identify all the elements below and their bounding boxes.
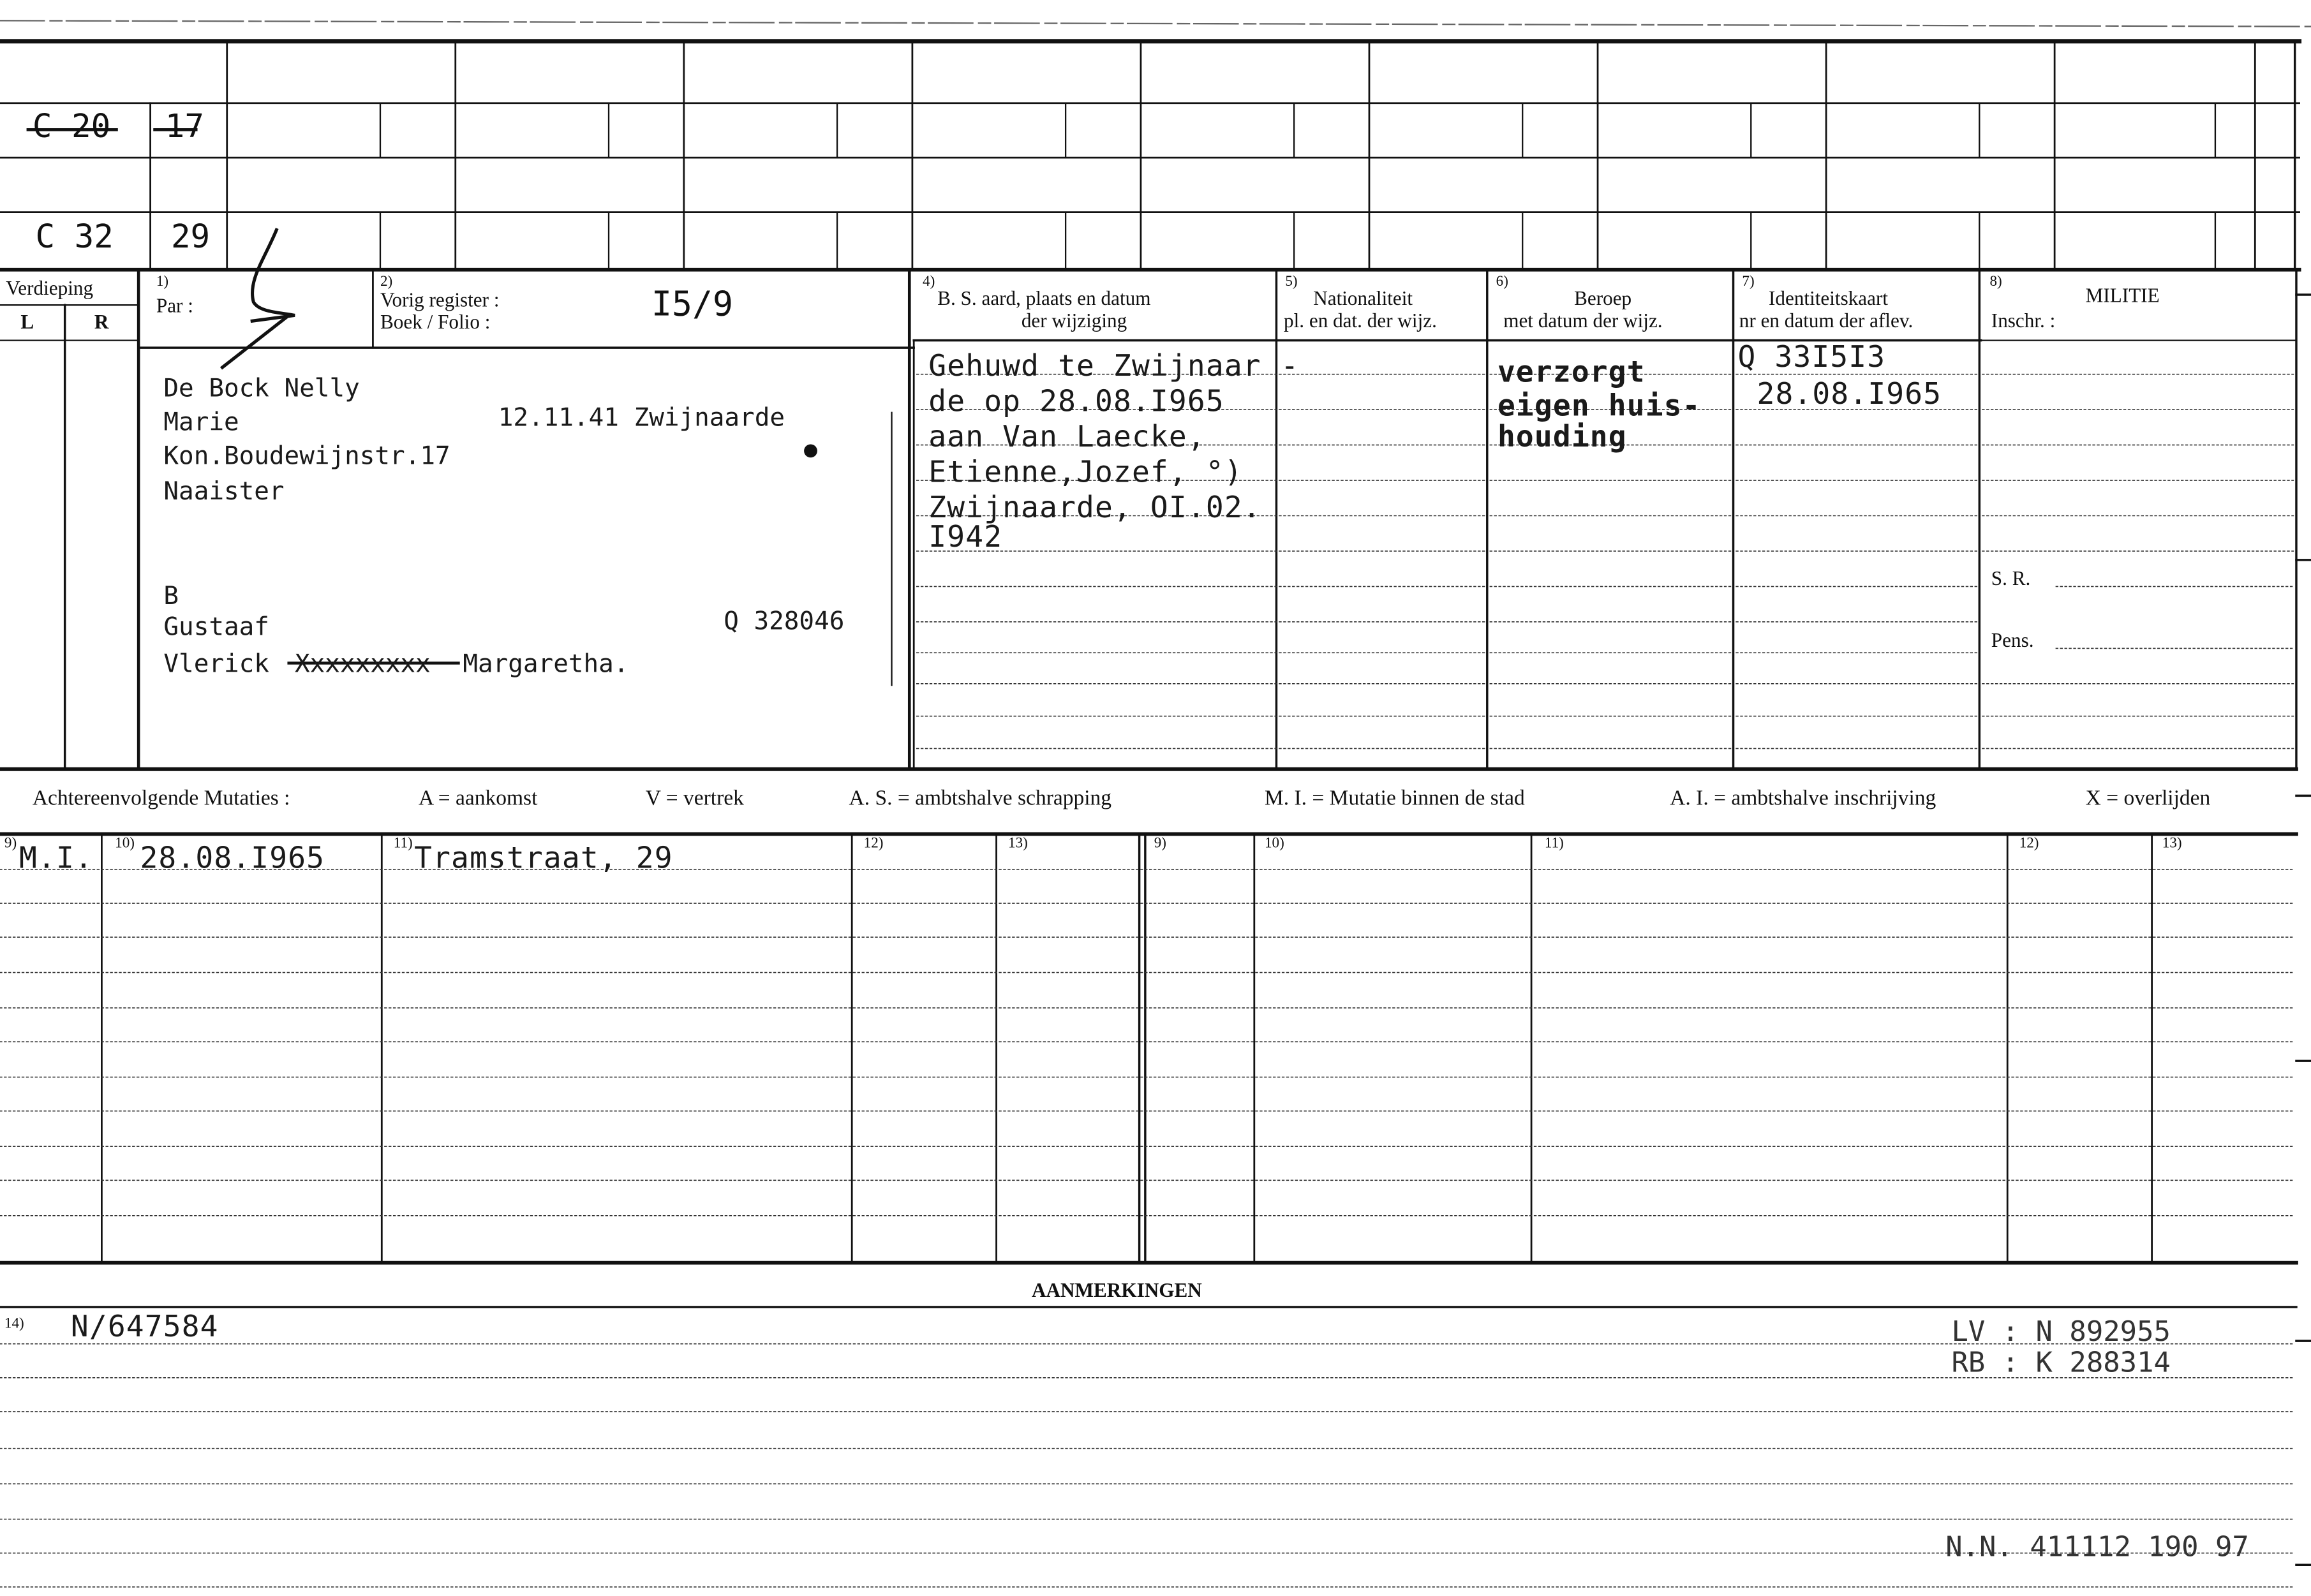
mut-col-12b: 12) — [2019, 835, 2039, 852]
mut-col-9: 9) — [4, 835, 17, 852]
id-number: Q 33I5I3 — [1737, 339, 1886, 374]
mut-col-11: 11) — [393, 835, 413, 852]
legend-a: A = aankomst — [419, 787, 538, 811]
beroep-header-2: met datum der wijz. — [1503, 309, 1663, 332]
vorig-register-label: Vorig register : — [380, 288, 500, 311]
vorig-register-value: I5/9 — [651, 286, 733, 325]
legend-ai: A. I. = ambtshalve inschrijving — [1670, 787, 1936, 811]
status-line-4: Etienne,Jozef, °) — [928, 454, 1243, 489]
par-label: Par : — [156, 295, 193, 317]
code-row3-right: 29 — [170, 219, 211, 256]
bs-header-1: B. S. aard, plaats en datum — [937, 287, 1151, 310]
note-6: 6) — [1496, 274, 1508, 291]
mut-col-9b: 9) — [1154, 835, 1167, 852]
status-line-1: Gehuwd te Zwijnaar — [928, 348, 1261, 383]
mutation-date: 28.08.I965 — [140, 839, 325, 876]
aanmerking-ref: N/647584 — [70, 1308, 219, 1344]
militie-header: MILITIE — [2085, 284, 2160, 307]
status-line-5: Zwijnaarde, OI.02. — [928, 489, 1261, 525]
father-id: Q 328046 — [724, 607, 845, 637]
code-row1-left: C 20 — [32, 108, 111, 146]
ink-mark — [804, 444, 817, 457]
pens-label: Pens. — [1991, 629, 2034, 652]
code-row3-left: C 32 — [35, 219, 114, 256]
beroep-line-2: eigen huis- — [1497, 387, 1701, 423]
id-date: 28.08.I965 — [1757, 376, 1942, 411]
mut-col-13: 13) — [1008, 835, 1028, 852]
note-8: 8) — [1989, 274, 2002, 291]
legend-mi: M. I. = Mutatie binnen de stad — [1264, 787, 1525, 811]
beroep-line-3: houding — [1497, 418, 1627, 454]
note-4: 4) — [923, 274, 935, 291]
boek-folio-label: Boek / Folio : — [380, 311, 491, 334]
person-address: Kon.Boudewijnstr.17 — [163, 442, 450, 472]
mutation-address: Tramstraat, 29 — [414, 839, 673, 876]
aanmerkingen-title: AANMERKINGEN — [1032, 1279, 1202, 1301]
lv-number: LV : N 892955 — [1951, 1315, 2171, 1348]
verdieping-label: Verdieping — [6, 277, 94, 299]
id-header-2: nr en datum der aflev. — [1739, 309, 1913, 332]
person-birth: 12.11.41 Zwijnaarde — [498, 403, 785, 434]
note-2: 2) — [380, 274, 393, 291]
beroep-line-1: verzorgt — [1497, 353, 1646, 389]
person-first-name: Marie — [163, 408, 239, 438]
mut-col-10: 10) — [115, 835, 135, 852]
nat-header-2: pl. en dat. der wijz. — [1284, 309, 1437, 332]
rb-number: RB : K 288314 — [1951, 1347, 2171, 1380]
id-header-1: Identiteitskaart — [1769, 287, 1889, 310]
mut-col-12: 12) — [863, 835, 884, 852]
status-line-2: de op 28.08.I965 — [928, 383, 1224, 419]
person-name: De Bock Nelly — [163, 374, 360, 404]
mut-col-11b: 11) — [1544, 835, 1564, 852]
code-row1-right: 17 — [165, 108, 204, 146]
mutaties-title: Achtereenvolgende Mutaties : — [32, 787, 290, 811]
father-name: Gustaaf — [163, 612, 269, 643]
legend-v: V = vertrek — [645, 787, 744, 811]
nat-header-1: Nationaliteit — [1313, 287, 1413, 310]
mut-col-13b: 13) — [2162, 835, 2182, 852]
mother-name: Margaretha. — [463, 649, 629, 679]
status-line-3: aan Van Laecke, — [928, 418, 1206, 454]
bs-header-2: der wijziging — [1021, 309, 1127, 332]
mut-col-10b: 10) — [1264, 835, 1284, 852]
note-5: 5) — [1285, 274, 1298, 291]
mutation-type: M.I. — [19, 839, 93, 876]
beroep-header-1: Beroep — [1574, 287, 1632, 310]
legend-x: X = overlijden — [2085, 787, 2211, 811]
status-line-6: I942 — [928, 519, 1003, 554]
legend-as: A. S. = ambtshalve schrapping — [849, 787, 1112, 811]
col-r-label: R — [94, 311, 109, 334]
person-b: B — [163, 582, 179, 612]
person-occupation: Naaister — [163, 477, 285, 507]
nationality-value: - — [1281, 348, 1300, 383]
national-number: N.N. 411112 190 97 — [1945, 1531, 2249, 1563]
mother-prefix: Vlerick — [163, 649, 269, 679]
sr-label: S. R. — [1991, 567, 2031, 589]
mother-struck: Xxxxxxxxx — [295, 649, 431, 679]
inschr-label: Inschr. : — [1991, 309, 2056, 332]
note-14: 14) — [4, 1315, 24, 1333]
note-7: 7) — [1742, 274, 1755, 291]
col-l-label: L — [20, 311, 34, 334]
note-1: 1) — [156, 274, 169, 291]
